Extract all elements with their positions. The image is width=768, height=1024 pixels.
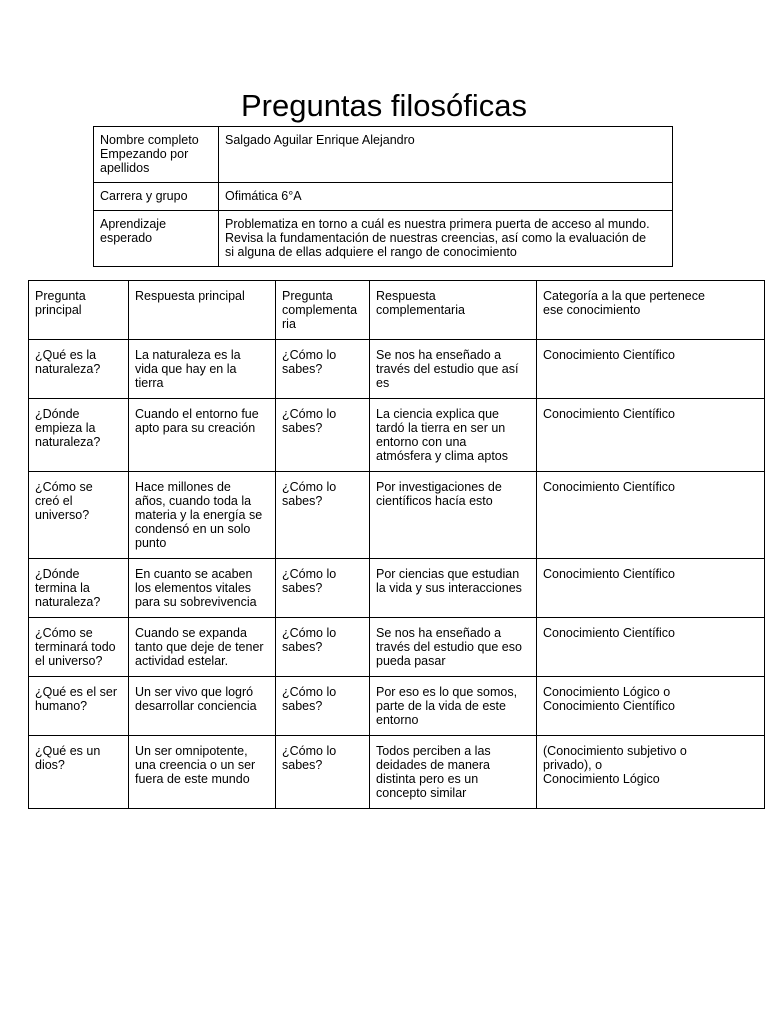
info-row-name (94, 127, 673, 183)
info-table (93, 126, 673, 267)
followup-cell: ¿Cómo lo sabes? (276, 559, 370, 618)
followup-cell: ¿Cómo lo sabes? (276, 472, 370, 559)
answer-cell: Cuando se expanda tanto que deje de tener actividad estelar. (129, 618, 276, 677)
header-cell: Pregunta complementa ria (276, 281, 370, 340)
answer-cell: En cuanto se acaben los elementos vitales para su sobrevivencia (129, 559, 276, 618)
category-cell: Conocimiento Científico (537, 618, 765, 677)
question-cell: ¿Qué es el ser humano? (29, 677, 129, 736)
question-cell: ¿Cómo se creó el universo? (29, 472, 129, 559)
followup-answer-cell: Todos perciben a las deidades de manera distinta pero es un concepto similar (370, 736, 537, 809)
answer-cell: Un ser omnipotente, una creencia o un ser fuera de este mundo (129, 736, 276, 809)
page-title: Preguntas filosóficas (240, 88, 528, 123)
category-cell: Conocimiento Lógico o Conocimiento Científico (537, 677, 765, 736)
followup-answer-cell: Por ciencias que estudian la vida y sus interacciones (370, 559, 537, 618)
answer-cell: La naturaleza es la vida que hay en la tierra (129, 340, 276, 399)
info-value: Salgado Aguilar Enrique Alejandro (219, 127, 673, 183)
answer-cell: Un ser vivo que logró desarrollar conciencia (129, 677, 276, 736)
category-cell: (Conocimiento subjetivo o privado), o Conocimiento Lógico (537, 736, 765, 809)
question-cell: ¿Qué es un dios? (29, 736, 129, 809)
category-cell: Conocimiento Científico (537, 340, 765, 399)
table-row (29, 677, 765, 736)
table-row (29, 559, 765, 618)
info-label: Aprendizaje esperado (94, 211, 219, 267)
answer-cell: Cuando el entorno fue apto para su creación (129, 399, 276, 472)
header-row (29, 281, 765, 340)
table-row (29, 472, 765, 559)
followup-answer-cell: La ciencia explica que tardó la tierra en ser un entorno con una atmósfera y clima aptos (370, 399, 537, 472)
answer-cell: Hace millones de años, cuando toda la materia y la energía se condensó en un solo punto (129, 472, 276, 559)
header-cell: Respuesta complementaria (370, 281, 537, 340)
question-cell: ¿Dónde termina la naturaleza? (29, 559, 129, 618)
info-row-learning (94, 211, 673, 267)
followup-answer-cell: Se nos ha enseñado a través del estudio que así es (370, 340, 537, 399)
category-cell: Conocimiento Científico (537, 472, 765, 559)
followup-cell: ¿Cómo lo sabes? (276, 399, 370, 472)
questions-table (28, 280, 765, 809)
question-cell: ¿Qué es la naturaleza? (29, 340, 129, 399)
followup-cell: ¿Cómo lo sabes? (276, 677, 370, 736)
header-cell: Pregunta principal (29, 281, 129, 340)
question-cell: ¿Cómo se terminará todo el universo? (29, 618, 129, 677)
followup-cell: ¿Cómo lo sabes? (276, 340, 370, 399)
followup-cell: ¿Cómo lo sabes? (276, 618, 370, 677)
table-row (29, 399, 765, 472)
question-cell: ¿Dónde empieza la naturaleza? (29, 399, 129, 472)
info-value: Ofimática 6°A (219, 183, 673, 211)
followup-answer-cell: Se nos ha enseñado a través del estudio que eso pueda pasar (370, 618, 537, 677)
header-cell: Respuesta principal (129, 281, 276, 340)
info-label: Carrera y grupo (94, 183, 219, 211)
info-value: Problematiza en torno a cuál es nuestra primera puerta de acceso al mundo. Revisa la fundamentación de nuestras creencias, así como la evaluación de si alguna de ellas adquiere el rango de conocimiento (219, 211, 673, 267)
table-row (29, 340, 765, 399)
followup-answer-cell: Por eso es lo que somos, parte de la vida de este entorno (370, 677, 537, 736)
header-cell: Categoría a la que pertenece ese conocimiento (537, 281, 765, 340)
category-cell: Conocimiento Científico (537, 559, 765, 618)
table-row (29, 736, 765, 809)
info-row-group (94, 183, 673, 211)
info-label: Nombre completo Empezando por apellidos (94, 127, 219, 183)
followup-answer-cell: Por investigaciones de científicos hacía esto (370, 472, 537, 559)
followup-cell: ¿Cómo lo sabes? (276, 736, 370, 809)
table-row (29, 618, 765, 677)
category-cell: Conocimiento Científico (537, 399, 765, 472)
